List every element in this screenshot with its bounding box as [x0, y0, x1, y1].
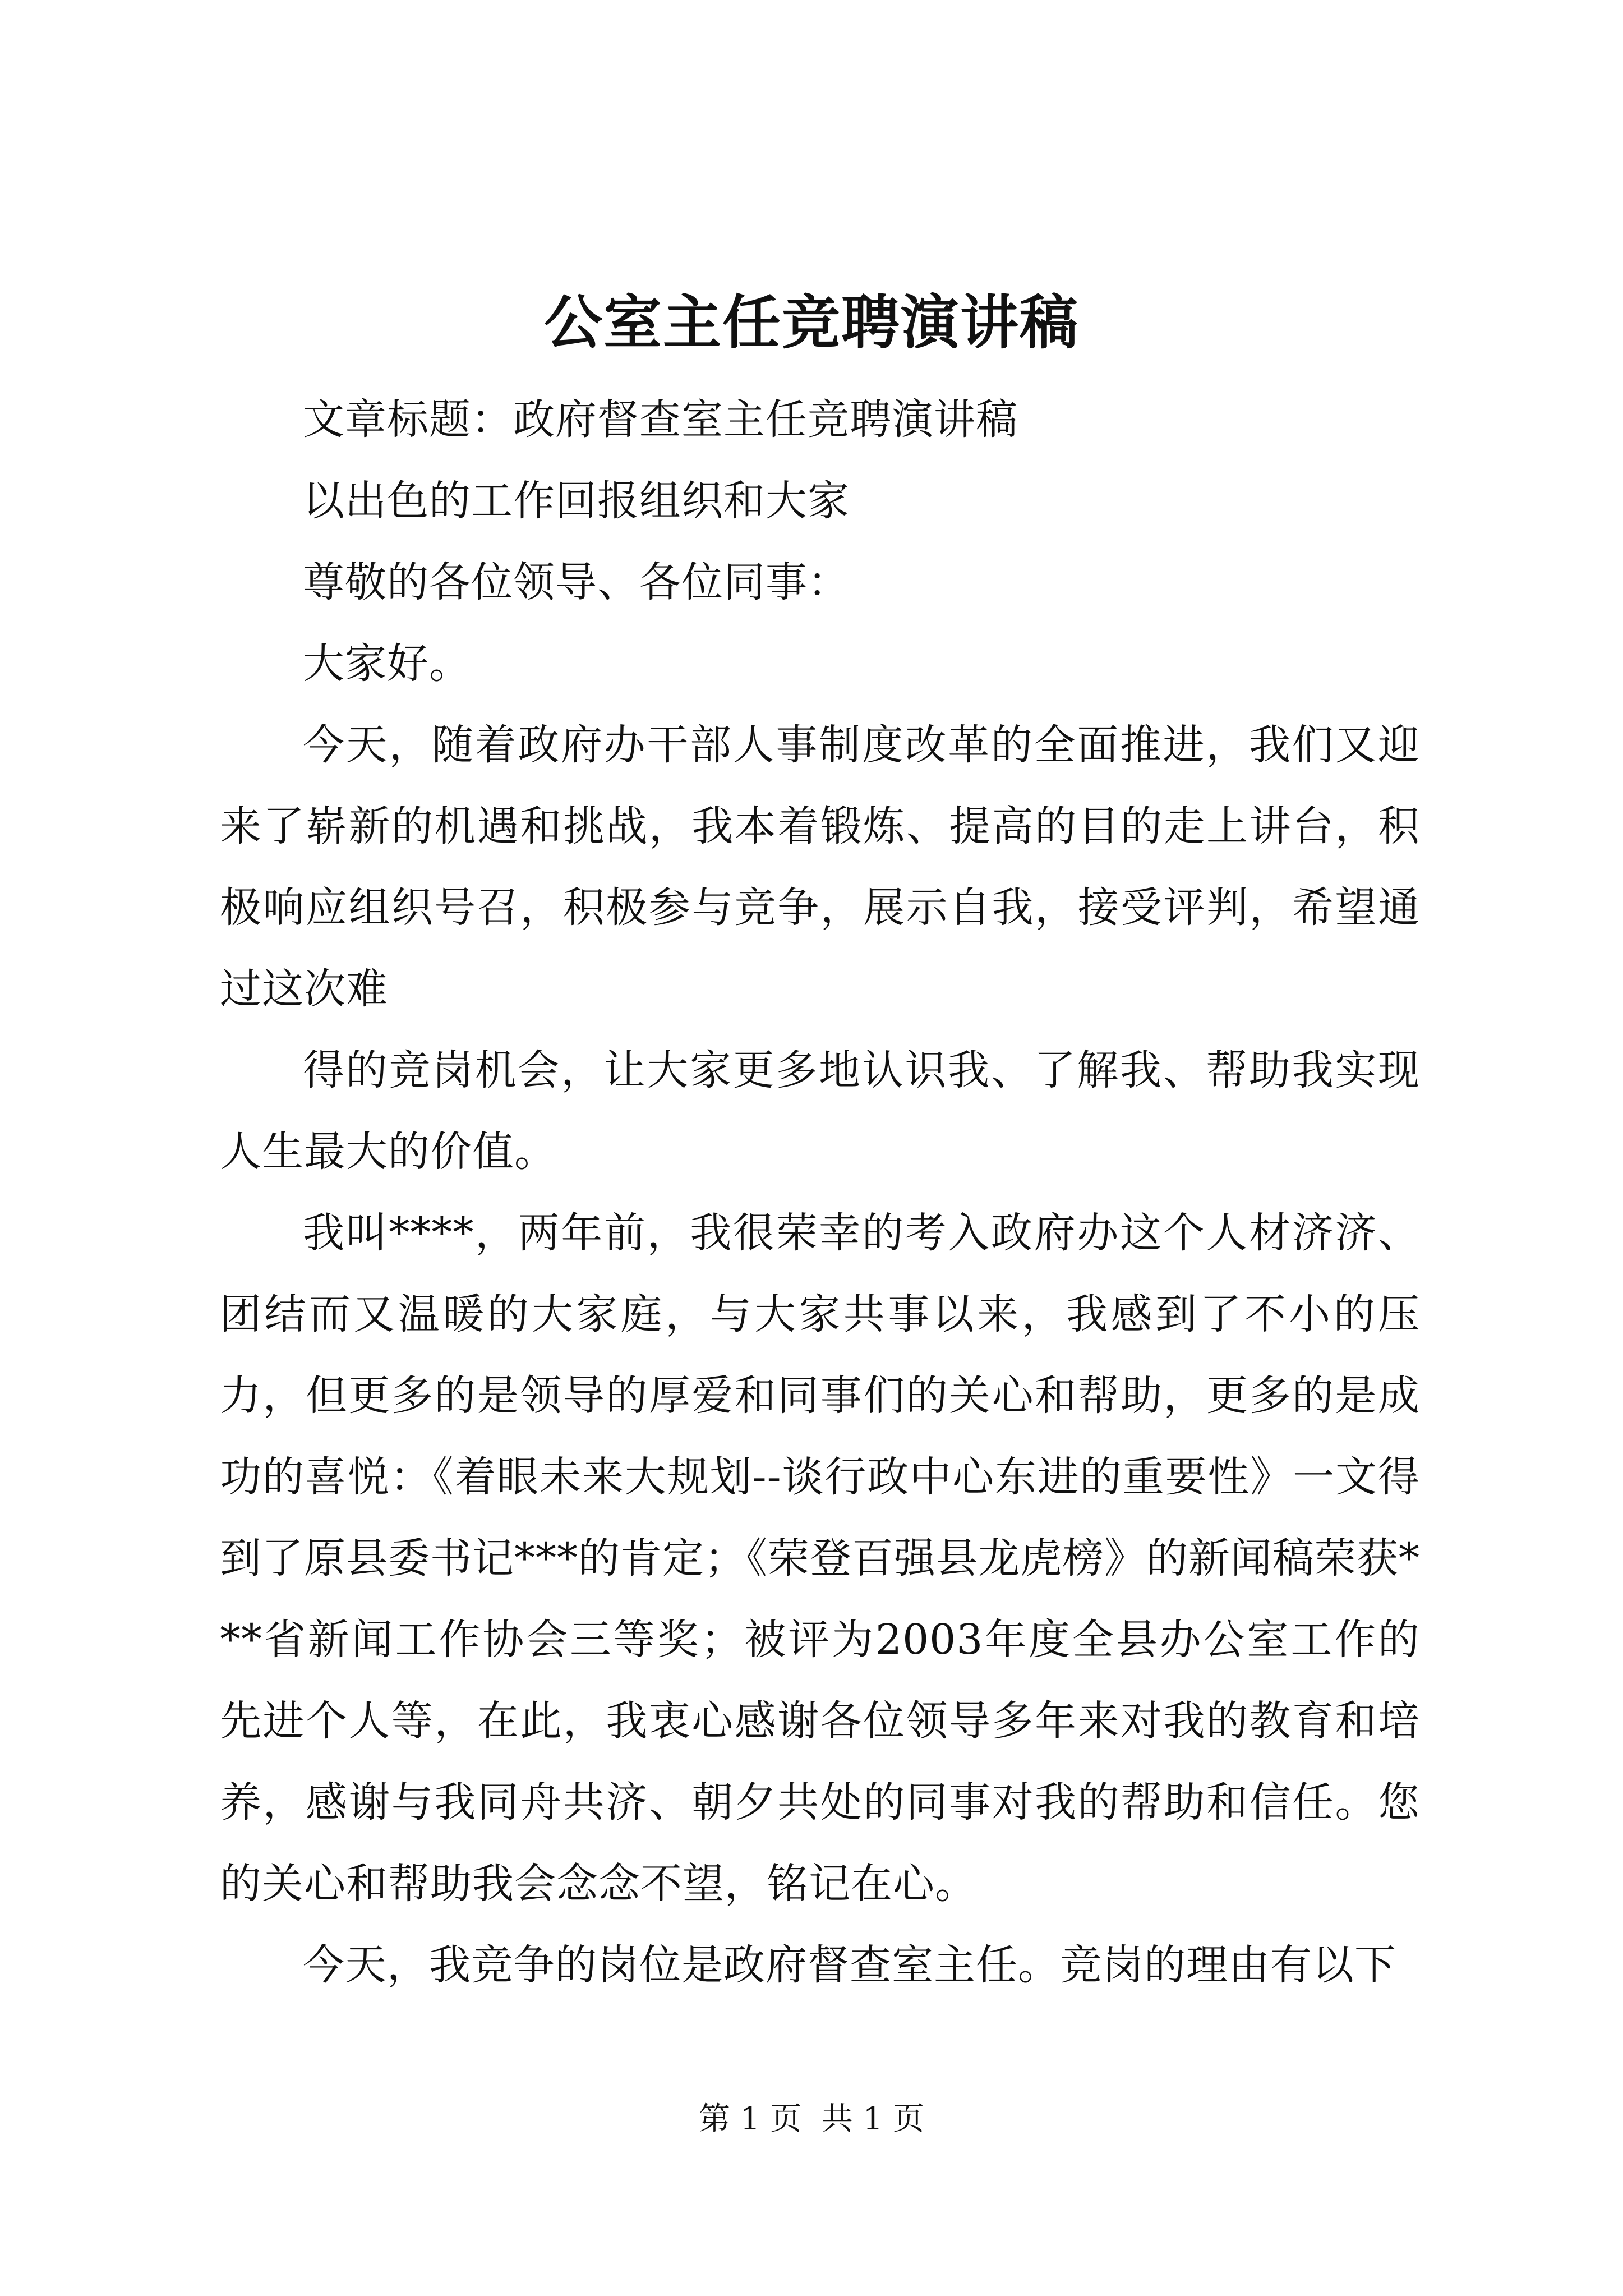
paragraph-body: 我叫****，两年前，我很荣幸的考入政府办这个人材济济、团结而又温暖的大家庭，与大家共事以来，我感到了不小的压力，但更多的是领导的厚爱和同事们的关心和帮助，更多的是成功的喜悦：《着眼未来大规划--谈行政中心东进的重要性》一文得到了原县委书记***的肯定；《荣登百强县龙虎榜》的新闻稿荣获***省新闻工作协会三等奖；被评为2003年度全县办公室工作的先进个人等，在此，我衷心感谢各位领导多年来对我的教育和培养，感谢与我同舟共济、朝夕共处的同事对我的帮助和信任。您的关心和帮助我会念念不望，铭记在心。: [220, 1209, 1420, 1908]
document-title: 公室主任竞聘演讲稿: [543, 288, 1079, 357]
paragraph-body: 今天，我竞争的岗位是政府督查室主任。竞岗的理由有以下: [303, 1941, 1396, 1989]
paragraph-body: 今天，随着政府办干部人事制度改革的全面推进，我们又迎来了崭新的机遇和挑战，我本着锻炼、提高的目的走上讲台，积极响应组织号召，积极参与竞争，展示自我，接受评判，希望通过这次难: [220, 721, 1420, 1013]
paragraph-subtitle: 以出色的工作回报组织和大家: [303, 477, 850, 525]
paragraph-salutation: 尊敬的各位领导、各位同事：: [303, 558, 850, 606]
paragraph-greeting: 大家好。: [303, 639, 471, 688]
document-body: [220, 379, 1420, 2006]
paragraph-body: 得的竞岗机会，让大家更多地认识我、了解我、帮助我实现人生最大的价值。: [220, 1046, 1420, 1176]
page-footer: 第 1 页 共 1 页: [698, 2101, 925, 2137]
paragraph-article-title: 文章标题：政府督查室主任竞聘演讲稿: [303, 395, 1018, 444]
